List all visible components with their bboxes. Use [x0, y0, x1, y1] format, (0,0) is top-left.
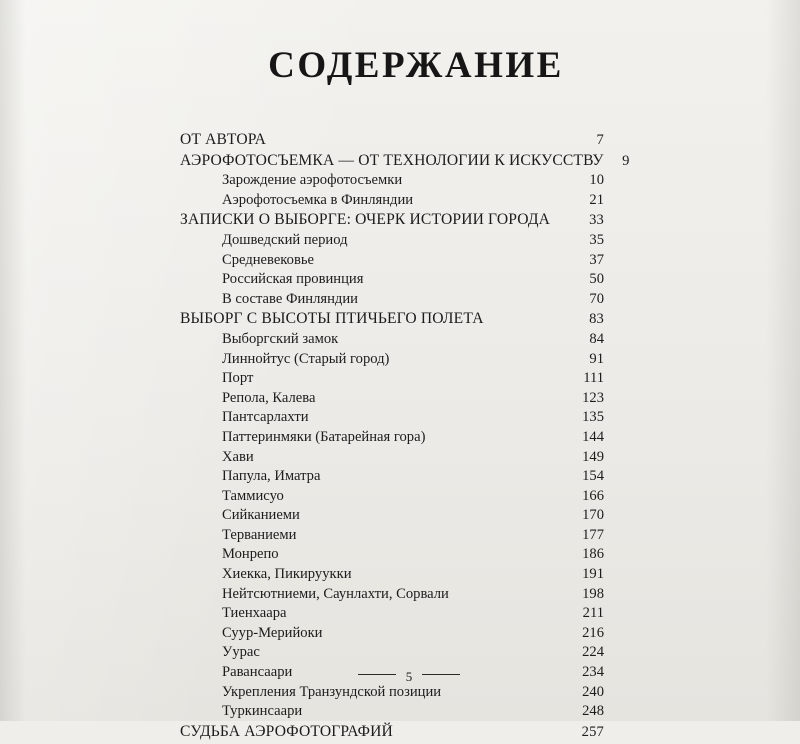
toc-entry-label: ВЫБОРГ С ВЫСОТЫ ПТИЧЬЕГО ПОЛЕТА	[180, 310, 484, 328]
toc-entry-page-number: 7	[596, 132, 604, 148]
toc-entry-page-number: 84	[589, 330, 604, 347]
toc-entry[interactable]	[180, 371, 604, 386]
toc-entry-label: Паттеринмяки (Батарейная гора)	[222, 428, 426, 445]
toc-entry-label: Средневековье	[222, 251, 314, 268]
page-footer	[0, 668, 800, 685]
toc-entry[interactable]	[180, 272, 604, 287]
toc-entry-label: Дошведский период	[222, 231, 348, 248]
toc-entry[interactable]	[180, 626, 604, 641]
toc-entry-page-number: 83	[589, 311, 604, 328]
toc-entry[interactable]	[180, 489, 604, 504]
toc-entry-label: Сийканиеми	[222, 507, 300, 524]
table-of-contents	[180, 131, 630, 744]
toc-entry-page-number: 177	[582, 526, 604, 543]
toc-entry[interactable]	[180, 724, 604, 740]
toc-entry-page-number: 33	[589, 212, 604, 229]
toc-entry-page-number: 91	[589, 350, 604, 367]
toc-entry-page-number: 135	[582, 409, 604, 426]
toc-entry-label: Российская провинция	[222, 271, 364, 288]
toc-entry-label: Линнойтус (Старый город)	[222, 350, 390, 367]
toc-entry-label: Таммисуо	[222, 487, 284, 504]
toc-entry[interactable]	[180, 450, 604, 465]
toc-entry-page-number: 144	[582, 428, 604, 445]
page-title: СОДЕРЖАНИЕ	[268, 45, 564, 86]
toc-entry[interactable]	[180, 253, 604, 268]
toc-entry[interactable]	[180, 528, 604, 543]
toc-entry-page-number: 224	[582, 644, 604, 661]
toc-entry-label: Пантсарлахти	[222, 409, 309, 426]
toc-entry-label: Тиенхаара	[222, 605, 287, 622]
toc-entry[interactable]	[180, 352, 604, 367]
toc-entry[interactable]	[180, 132, 604, 148]
toc-entry-label: Равансаари	[222, 664, 293, 681]
toc-entry-label: Хиекка, Пикируукки	[222, 566, 352, 583]
toc-entry-page-number: 191	[582, 566, 604, 583]
toc-entry-page-number: 9	[622, 152, 630, 169]
toc-entry-page-number: 257	[581, 723, 604, 740]
toc-entry-page-number: 248	[582, 703, 604, 720]
toc-entry-page-number: 149	[582, 448, 604, 465]
toc-entry[interactable]	[180, 193, 604, 208]
toc-entry-label: Туркинсаари	[222, 703, 303, 720]
toc-entry-label: Уурас	[222, 644, 260, 661]
toc-entry-page-number: 111	[583, 370, 604, 387]
toc-entry[interactable]	[180, 547, 604, 562]
toc-entry[interactable]	[180, 469, 604, 484]
toc-entry-label: Репола, Калева	[222, 389, 316, 406]
toc-entry-label: Терваниеми	[222, 526, 297, 543]
toc-entry[interactable]	[180, 567, 604, 582]
toc-entry-page-number: 170	[582, 507, 604, 524]
toc-entry[interactable]	[180, 173, 604, 188]
toc-entry-page-number: 50	[589, 271, 604, 288]
toc-entry-page-number: 154	[582, 468, 604, 485]
toc-entry[interactable]	[180, 430, 604, 445]
toc-entry[interactable]	[180, 606, 604, 621]
toc-entry[interactable]	[180, 587, 604, 602]
toc-entry-label: Суур-Мерийоки	[222, 624, 323, 641]
toc-entry[interactable]	[180, 508, 604, 523]
toc-entry-label: Укрепления Транзундской позиции	[222, 683, 442, 700]
toc-entry[interactable]	[180, 410, 604, 425]
toc-entry-page-number: 216	[582, 624, 604, 641]
folio-number: 5	[405, 669, 413, 685]
toc-entry-label: Порт	[222, 370, 254, 387]
toc-entry-page-number: 166	[582, 487, 604, 504]
toc-entry-page-number: 21	[589, 191, 604, 208]
toc-entry-page-number: 35	[589, 231, 604, 248]
toc-entry-page-number: 37	[589, 251, 604, 268]
toc-entry[interactable]	[180, 704, 604, 719]
toc-entry-page-number: 10	[589, 172, 604, 189]
toc-entry-page-number: 234	[582, 664, 604, 681]
toc-entry[interactable]	[180, 391, 604, 406]
toc-entry-page-number: 211	[582, 605, 604, 622]
toc-entry-page-number: 123	[582, 389, 604, 406]
toc-entry-label: Монрепо	[222, 546, 279, 563]
toc-entry-label: Аэрофотосъемка в Финляндии	[222, 191, 414, 208]
toc-entry-label: СУДЬБА АЭРОФОТОГРАФИЙ	[180, 722, 393, 740]
toc-entry-page-number: 198	[582, 585, 604, 602]
toc-entry[interactable]	[180, 212, 604, 228]
toc-entry[interactable]	[180, 311, 604, 327]
footer-rule-left	[358, 674, 396, 675]
toc-entry-label: АЭРОФОТОСЪЕМКА — ОТ ТЕХНОЛОГИИ К ИСКУССТВУ	[180, 151, 604, 169]
toc-entry[interactable]	[180, 645, 604, 660]
toc-entry-label: ЗАПИСКИ О ВЫБОРГЕ: ОЧЕРК ИСТОРИИ ГОРОДА	[180, 211, 551, 229]
toc-entry-label: Зарождение аэрофотосъемки	[222, 172, 403, 189]
toc-entry-label: Выборгский замок	[222, 330, 339, 347]
toc-entry-label: Нейтсютниеми, Саунлахти, Сорвали	[222, 585, 449, 602]
toc-entry[interactable]	[180, 233, 604, 248]
toc-entry[interactable]	[180, 685, 604, 700]
toc-entry[interactable]	[180, 292, 604, 307]
toc-entry[interactable]	[180, 332, 604, 347]
toc-entry-page-number: 240	[582, 683, 604, 700]
toc-entry-page-number: 186	[582, 546, 604, 563]
toc-entry-page-number: 70	[589, 290, 604, 307]
toc-entry[interactable]	[180, 151, 630, 169]
toc-entry-label: ОТ АВТОРА	[180, 131, 267, 148]
toc-entry-label: Хави	[222, 448, 254, 465]
footer-rule-right	[422, 674, 460, 675]
toc-entry-label: В составе Финляндии	[222, 290, 358, 307]
toc-entry-label: Папула, Иматра	[222, 468, 321, 485]
